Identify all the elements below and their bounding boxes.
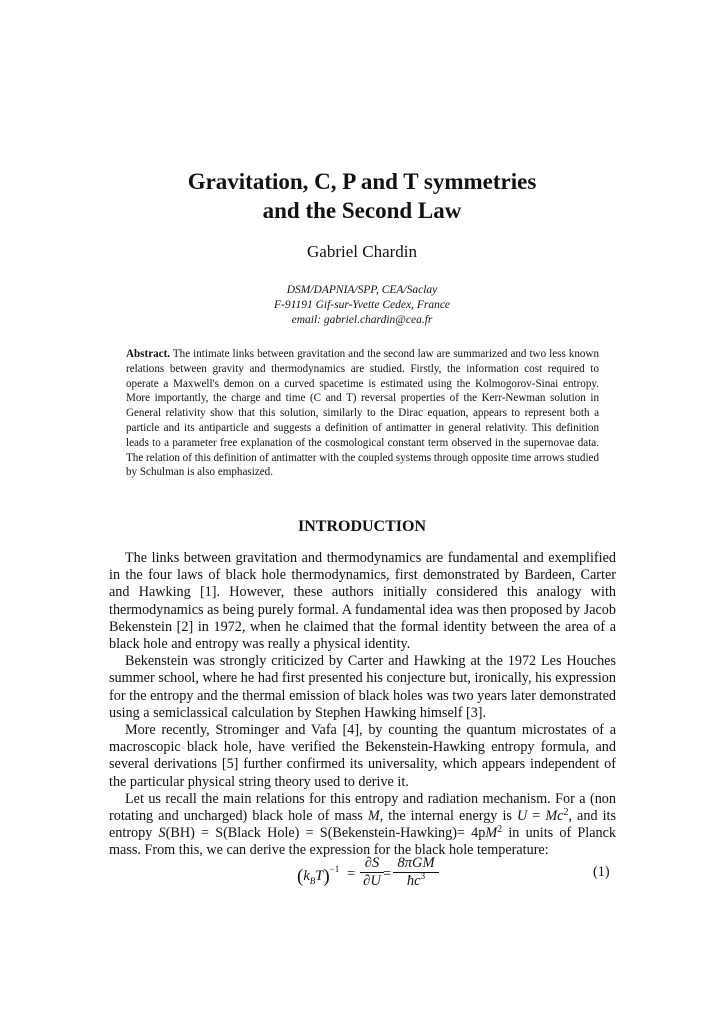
abstract-label: Abstract. (126, 348, 171, 360)
p4-text-6: in units of Planck mass. From this, we can derive the expression for the black hole temperature: (109, 825, 616, 859)
p4-mass-symbol: M (367, 808, 380, 825)
equation-number: (1) (593, 864, 610, 880)
paragraph-1: The links between gravitation and thermodynamics are fundamental and exemplified in the four laws of black hole thermodynamics, first demonstrated by Bardeen, Carter and Hawking [1]. However, these authors initially considered this analogy with thermodynamics as being purely formal. A fundamental idea was then proposed by Jacob Bekenstein [2] in 1972, when he claimed that the formal identity between the area of a black hole and entropy was really a physical identity. (109, 550, 616, 653)
paper-title-line-1: Gravitation, C, P and T symmetries (187, 169, 537, 194)
p4-entropy-symbol: S (158, 825, 166, 842)
p4-mc-symbol: Mc (545, 808, 564, 825)
fraction-dS-dU (360, 855, 384, 890)
p4-energy-symbol: U (516, 808, 528, 825)
fraction-8piGM-hbarc3 (393, 855, 439, 890)
p4-exponent-1: 2 (563, 807, 569, 819)
p4-text-5: (BH) = S(Black Hole) = S(Bekenstein-Hawking)= 4p (165, 825, 486, 842)
lhs-open-paren: ( (297, 866, 304, 887)
section-heading-introduction: INTRODUCTION (297, 518, 426, 535)
author-name: Gabriel Chardin (307, 242, 417, 261)
paragraph-4 (109, 791, 616, 860)
introduction-body (109, 550, 616, 860)
temperature-symbol: T (315, 868, 324, 884)
equals-sign-2: = (383, 866, 392, 882)
p4-exponent-2: 2 (497, 824, 503, 836)
p4-text-2: , the internal energy is (379, 808, 517, 825)
p4-text-3: = (527, 808, 546, 825)
p4-mass-symbol-2: M (485, 825, 498, 842)
lhs-exponent: −1 (329, 864, 340, 874)
equals-sign-1: = (347, 866, 356, 882)
boltzmann-k: k (303, 868, 310, 884)
fraction-2-numerator: 8πGM (393, 855, 439, 873)
equation-1 (297, 854, 447, 896)
affiliation-line-1: DSM/DAPNIA/SPP, CEA/Saclay (286, 284, 438, 296)
affiliation-line-2: F-91191 Gif-sur-Yvette Cedex, France (273, 299, 451, 311)
lhs-close-paren: ) (323, 866, 330, 887)
p4-text-4: , and its entropy (109, 808, 616, 842)
author-email: email: gabriel.chardin@cea.fr (291, 314, 433, 326)
boltzmann-subscript: B (309, 875, 316, 886)
fraction-1-denominator: ∂U (363, 873, 381, 889)
fraction-2-denominator: $ħc^3$ (406, 871, 426, 889)
fraction-1-numerator: ∂S (360, 855, 384, 873)
paragraph-3: More recently, Strominger and Vafa [4], by counting the quantum microstates of a macroscopic black hole, have verified the Bekenstein-Hawking entropy formula, and several derivations [5] further confirmed its universality, which appears independent of the particular physical string theory used to derive it. (109, 722, 616, 790)
abstract (126, 347, 599, 480)
paragraph-2: Bekenstein was strongly criticized by Carter and Hawking at the 1972 Les Houches summer school, where he had first presented his conjecture but, ironically, his expression for the entropy and the thermal emission of black holes was two years later demonstrated using a semiclassical calculation by Stephen Hawking himself [3]. (109, 653, 616, 721)
paper-title-line-2: and the Second Law (262, 198, 462, 223)
equation-lhs (297, 866, 339, 888)
abstract-text: The intimate links between gravitation and the second law are summarized and two less known relations between gravity and thermodynamics are studied. Firstly, the information cost required to operate a Maxwell's demon on a curved spacetime is estimated using the Kolmogorov-Sinai entropy. More importantly, the charge and time (C and T) reversal properties of the Kerr-Newman solution in General relativity show that this solution, similarly to the Dirac equation, appears to represent both a particle and its antiparticle and suggests a definition of antimatter in general relativity. This definition leads to a parameter free explanation of the cosmological constant term observed in the supernovae data. The relation of this definition of antimatter with the coupled systems through opposite time arrows studied by Schulman is also emphasized. (126, 348, 599, 479)
p4-text-1: Let us recall the main relations for this entropy and radiation mechanism. For a (non rotating and uncharged) black hole of mass (109, 790, 616, 825)
